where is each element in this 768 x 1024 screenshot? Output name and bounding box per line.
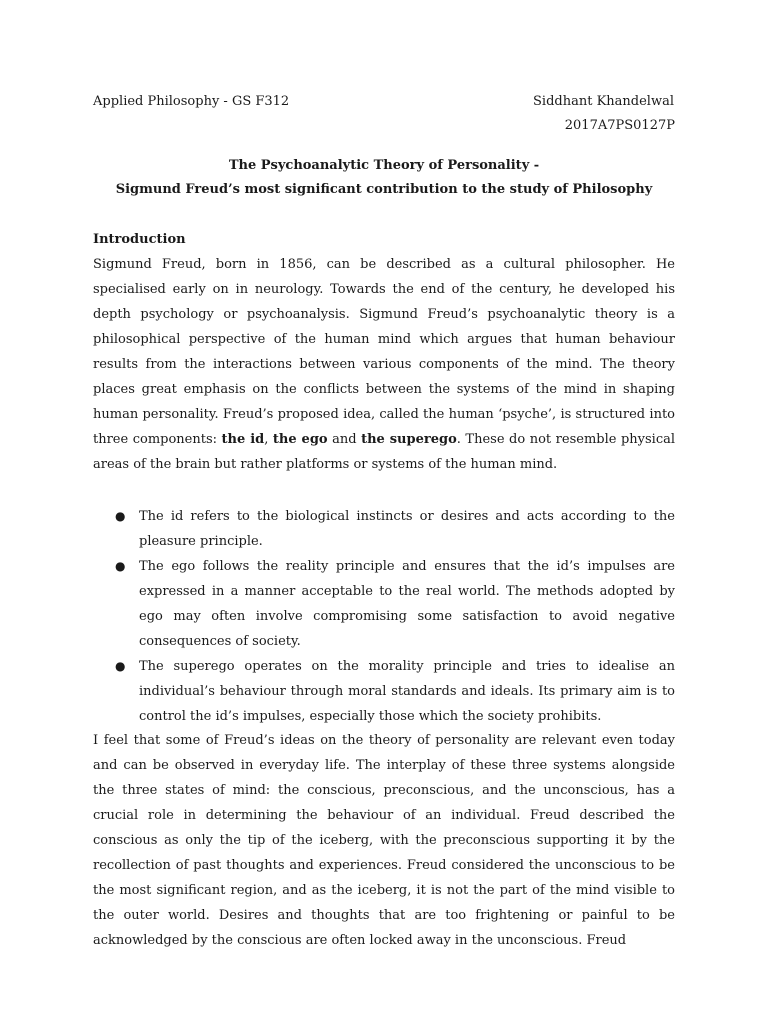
term-superego: the superego <box>361 432 457 447</box>
list-item-text: The superego operates on the morality principle and tries to idealise an individual’s behaviour through moral standards and ideals. Its primary aim is to control the id’s impulses, especially those which the society prohibits. <box>139 659 675 724</box>
term-separator-1: , <box>264 432 273 447</box>
body-paragraph: I feel that some of Freud’s ideas on the theory of personality are relevant even today and can be observed in everyday life. The interplay of these three systems alongside the three states of mind: the conscious, preconscious, and the unconscious, has a crucial role in determining the behaviour of an individual. Freud described the conscious as only the tip of the iceberg, with the preconscious supporting it by the recollection of past thoughts and experiences. Freud considered the unconscious to be the most significant region, and as the iceberg, it is not the part of the mind visible to the outer world. Desires and thoughts that are too frightening or painful to be acknowledged by the conscious are often locked away in the unconscious. Freud <box>93 733 675 948</box>
term-id: the id <box>221 432 265 447</box>
essay-title-line-2: Sigmund Freud’s most significant contribution to the study of Philosophy <box>115 182 653 197</box>
essay-title-line-1: The Psychoanalytic Theory of Personality - <box>228 158 540 173</box>
bullet-icon: ● <box>115 559 126 573</box>
author-name: Siddhant Khandelwal <box>533 94 674 109</box>
introduction-paragraph <box>93 252 675 477</box>
term-ego: the ego <box>272 432 328 447</box>
list-item-superego <box>93 654 675 729</box>
bullet-icon: ● <box>115 509 126 523</box>
list-item-id <box>93 504 675 554</box>
intro-text-before: Sigmund Freud, born in 1856, can be described as a cultural philosopher. He specialised early on in neurology. Towards the end of the century, he developed his depth psychology or psychoanalysis. Sigmund Freud’s psychoanalytic theory is a philosophical perspective of the human mind which argues that human behaviour results from the interactions between various components of the mind. The theory places great emphasis on the conflicts between the systems of the mind in shaping human personality. Freud’s proposed idea, called the human ‘psyche’, is structured into three components: <box>93 257 675 447</box>
psyche-components-list <box>93 504 675 729</box>
list-item-text: The id refers to the biological instincts or desires and acts according to the pleasure principle. <box>139 509 675 549</box>
course-title: Applied Philosophy - GS F312 <box>93 94 290 109</box>
bullet-icon: ● <box>115 659 126 673</box>
student-id: 2017A7PS0127P <box>564 118 675 133</box>
term-separator-2: and <box>327 432 362 447</box>
section-heading-introduction: Introduction <box>93 232 186 247</box>
list-item-ego <box>93 554 675 654</box>
list-item-text: The ego follows the reality principle and ensures that the id’s impulses are expressed in a manner acceptable to the real world. The methods adopted by ego may often involve compromising some satisfaction to avoid negative consequences of society. <box>139 559 675 649</box>
intro-text-after: . These do not resemble physical areas of the brain but rather platforms or systems of the human mind. <box>93 432 676 472</box>
